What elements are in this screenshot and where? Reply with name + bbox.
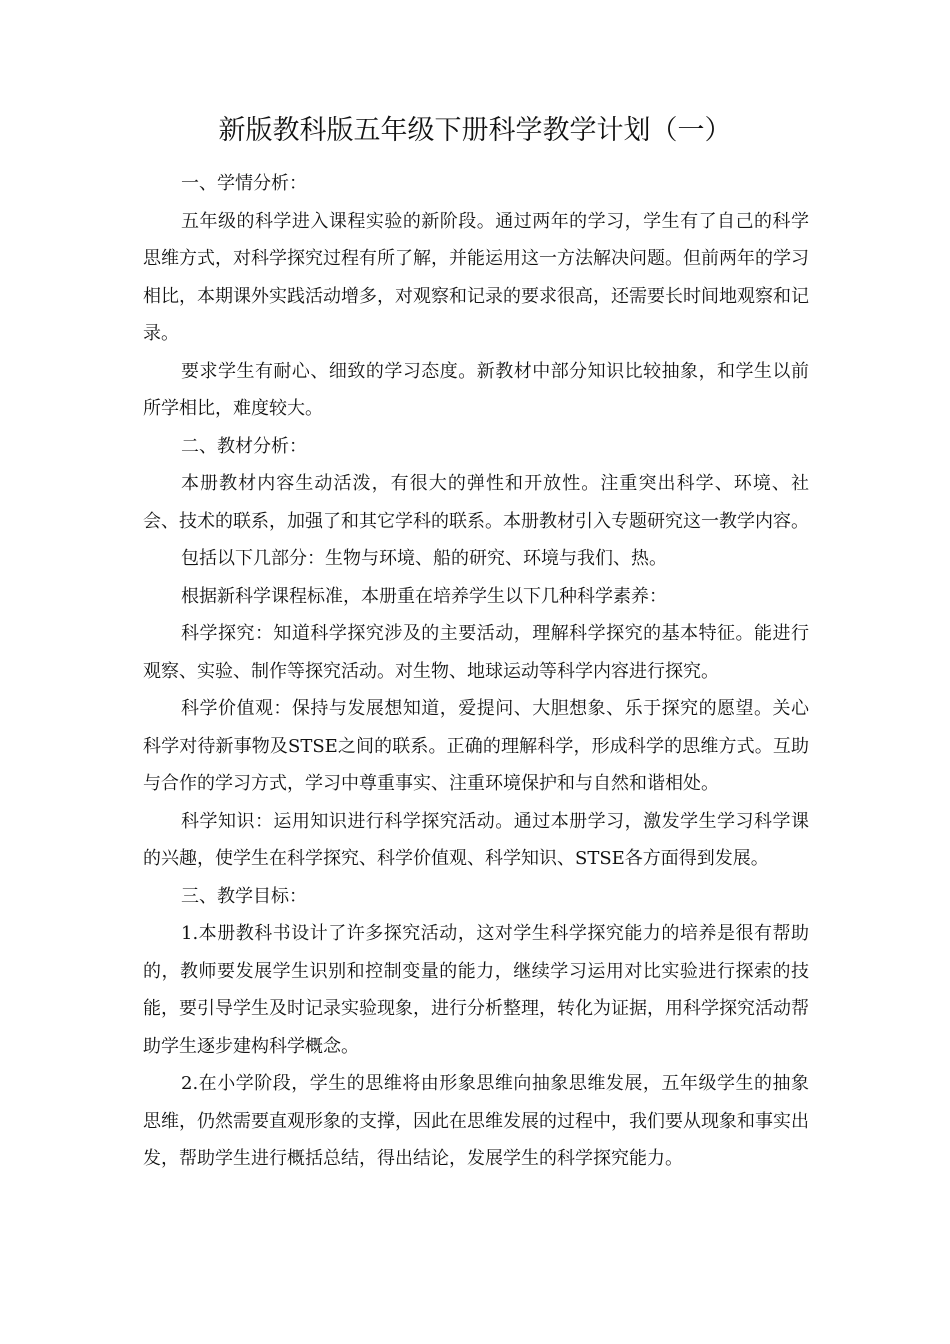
paragraph: 科学知识：运用知识进行科学探究活动。通过本册学习，激发学生学习科学课的兴趣，使学生在科学探究、科学价值观、科学知识、STSE各方面得到发展。 [143,810,809,869]
section-heading-learning-analysis: 一、学情分析： [181,173,307,194]
paragraph: 包括以下几部分：生物与环境、船的研究、环境与我们、热。 [181,548,667,569]
paragraph: 2.在小学阶段，学生的思维将由形象思维向抽象思维发展，五年级学生的抽象思维，仍然需要直观形象的支撑，因此在思维发展的过程中，我们要从现象和事实出发，帮助学生进行概括总结，得出结论，发展学生的科学探究能力。 [143,1073,809,1169]
section-heading-textbook-analysis: 二、教材分析： [181,435,307,457]
paragraph: 1.本册教科书设计了许多探究活动，这对学生科学探究能力的培养是很有帮助的，教师要发展学生识别和控制变量的能力，继续学习运用对比实验进行探索的技能，要引导学生及时记录实验现象，进行分析整理，转化为证据，用科学探究活动帮助学生逐步建构科学概念。 [143,923,809,1057]
paragraph: 五年级的科学进入课程实验的新阶段。通过两年的学习，学生有了自己的科学思维方式，对科学探究过程有所了解，并能运用这一方法解决问题。但前两年的学习相比，本期课外实践活动增多，对观察和记录的要求很高，还需要长时间地观察和记录。 [143,210,809,344]
document-title: 新版教科版五年级下册科学教学计划（一） [218,115,732,146]
paragraph: 本册教材内容生动活泼，有很大的弹性和开放性。注重突出科学、环境、社会、技术的联系，加强了和其它学科的联系。本册教材引入专题研究这一教学内容。 [143,473,809,532]
paragraph: 根据新科学课程标准，本册重在培养学生以下几种科学素养： [181,585,667,607]
section-heading-teaching-goals: 三、教学目标： [181,885,307,907]
document-body [143,165,809,1178]
paragraph: 科学价值观：保持与发展想知道，爱提问、大胆想象、乐于探究的愿望。关心科学对待新事物及STSE之间的联系。正确的理解科学，形成科学的思维方式。互助与合作的学习方式，学习中尊重事实、注重环境保护和与自然和谐相处。 [143,698,809,794]
paragraph: 要求学生有耐心、细致的学习态度。新教材中部分知识比较抽象，和学生以前所学相比，难度较大。 [143,360,809,419]
paragraph: 科学探究：知道科学探究涉及的主要活动，理解科学探究的基本特征。能进行观察、实验、制作等探究活动。对生物、地球运动等科学内容进行探究。 [143,623,809,682]
